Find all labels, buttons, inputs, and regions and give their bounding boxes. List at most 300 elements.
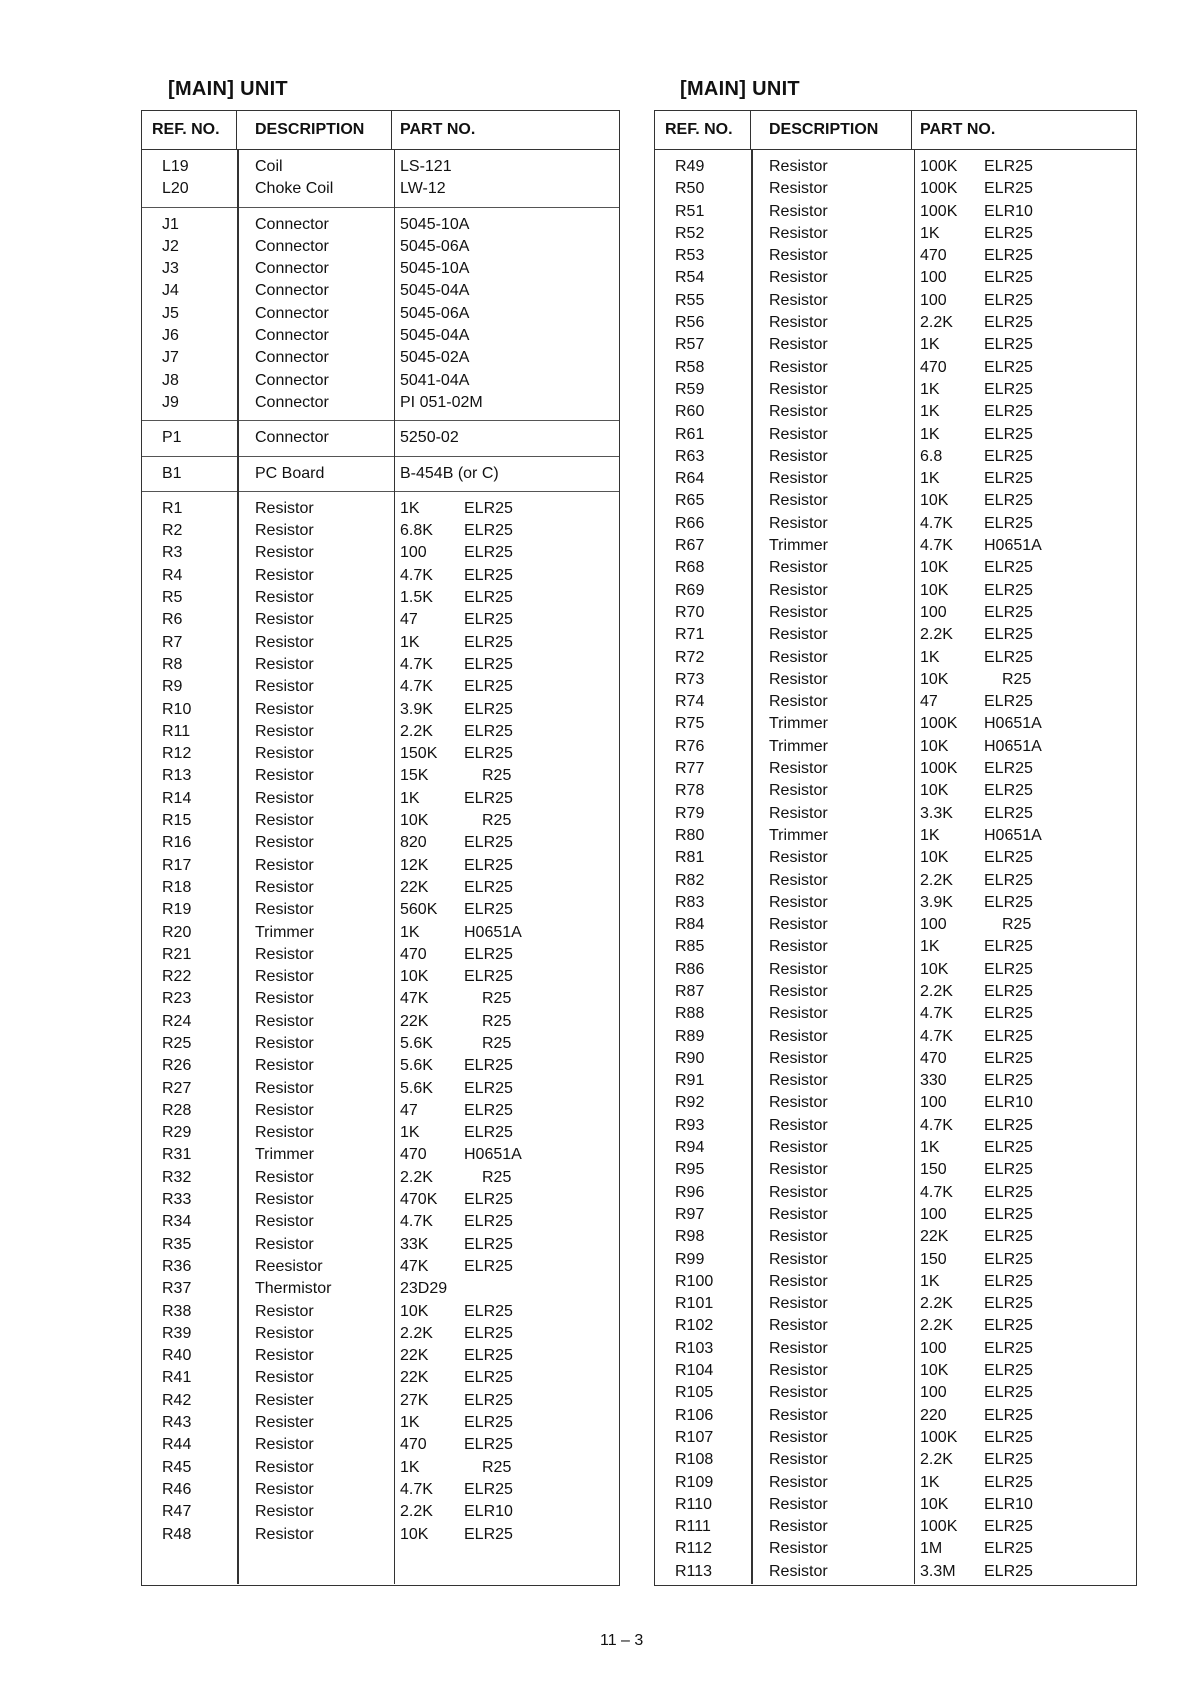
part-model: ELR25 [984, 1562, 1033, 1580]
table-row [655, 1293, 1136, 1315]
part-value: 1M [920, 1540, 943, 1558]
part-model: ELR25 [984, 470, 1033, 488]
part-value: 3.3K [920, 804, 953, 822]
ref-no: R50 [675, 180, 705, 198]
description: Resistor [255, 901, 314, 919]
part-model: ELR25 [464, 700, 513, 718]
page-number: 11 – 3 [600, 1632, 644, 1649]
table-row [142, 832, 619, 854]
table-row [655, 1382, 1136, 1404]
ref-no: R34 [162, 1213, 192, 1231]
ref-no: R109 [675, 1473, 714, 1491]
ref-no: R90 [675, 1049, 705, 1067]
table-row [655, 1159, 1136, 1181]
ref-no: R86 [675, 960, 705, 978]
part-value: 2.2K [400, 1503, 433, 1521]
description: Resistor [255, 856, 314, 874]
table-row [655, 357, 1136, 379]
description: Resistor [769, 1406, 828, 1424]
ref-no: R37 [162, 1280, 192, 1298]
table-row [142, 1189, 619, 1211]
part-model [464, 325, 544, 347]
part-value: 6.8 [920, 447, 943, 465]
table-row [142, 899, 619, 921]
part-value: 2.2K [920, 871, 953, 889]
table-row [142, 944, 619, 966]
part-model: ELR25 [984, 1205, 1033, 1223]
ref-no: R43 [162, 1414, 192, 1432]
table-row [655, 178, 1136, 200]
table-row [142, 280, 619, 302]
description: Resistor [255, 655, 314, 673]
table-row [142, 1390, 619, 1412]
ref-no: R73 [675, 670, 705, 688]
part-value: 150K [400, 745, 438, 763]
part-value: 1K [400, 1124, 420, 1142]
part-model: ELR25 [984, 648, 1033, 666]
table-row [142, 542, 619, 564]
table-row [142, 1100, 619, 1122]
part-value: 22K [400, 878, 429, 896]
part-model [464, 258, 544, 280]
ref-no: R93 [675, 1116, 705, 1134]
ref-no: R55 [675, 291, 705, 309]
part-model: ELR25 [464, 566, 513, 584]
part-value: 5045-06A [400, 237, 470, 255]
part-value: 1K [400, 789, 420, 807]
ref-no: R35 [162, 1235, 192, 1253]
ref-no: R76 [675, 737, 705, 755]
part-value: 100 [920, 1339, 947, 1357]
ref-no: R24 [162, 1012, 192, 1030]
ref-no: R38 [162, 1302, 192, 1320]
ref-no: R8 [162, 655, 183, 673]
part-value: 470 [400, 1146, 427, 1164]
description: Resistor [255, 522, 314, 540]
table-row [142, 1167, 619, 1189]
part-model: ELR25 [464, 544, 513, 562]
ref-no: R78 [675, 782, 705, 800]
part-value: 100 [400, 544, 427, 562]
part-model: R25 [1002, 916, 1032, 934]
part-group [142, 208, 619, 422]
part-model: ELR25 [984, 1295, 1033, 1313]
ref-no: P1 [162, 429, 182, 447]
part-value: 4.7K [920, 1027, 953, 1045]
ref-no: J9 [162, 393, 179, 411]
part-model: ELR25 [984, 782, 1033, 800]
ref-no: R72 [675, 648, 705, 666]
table-row [142, 654, 619, 676]
column-divider [751, 150, 753, 1584]
ref-no: R95 [675, 1161, 705, 1179]
part-model: ELR25 [984, 1072, 1033, 1090]
table-row [142, 565, 619, 587]
part-model [464, 156, 544, 178]
description: Resistor [769, 760, 828, 778]
description: Resistor [255, 589, 314, 607]
ref-no: J1 [162, 215, 179, 233]
table-row [142, 1055, 619, 1077]
ref-no: R83 [675, 893, 705, 911]
ref-no: R112 [675, 1540, 713, 1558]
table-row [655, 312, 1136, 334]
part-model: ELR25 [984, 804, 1033, 822]
part-value: LS-121 [400, 158, 452, 175]
part-model: ELR25 [984, 1451, 1033, 1469]
ref-no: R27 [162, 1079, 192, 1097]
table-row [142, 1501, 619, 1523]
ref-no: R12 [162, 745, 192, 763]
left-parts-table [141, 110, 620, 1586]
part-model: ELR25 [984, 1384, 1033, 1402]
part-value: 820 [400, 834, 427, 852]
table-row [142, 463, 619, 485]
part-value: 2.2K [400, 1324, 433, 1342]
part-value: 2.2K [920, 1295, 953, 1313]
part-model: ELR25 [984, 1027, 1033, 1045]
table-row [142, 1301, 619, 1323]
description: Resistor [255, 745, 314, 763]
description: Resistor [769, 603, 828, 621]
table-row [655, 1092, 1136, 1114]
description: Connector [255, 260, 329, 278]
part-value: 10K [920, 737, 949, 755]
ref-no: R65 [675, 492, 705, 510]
table-row [655, 1182, 1136, 1204]
table-row [655, 1561, 1136, 1583]
description: Resistor [255, 834, 314, 852]
part-value: 22K [400, 1012, 429, 1030]
table-row [142, 609, 619, 631]
part-value: 1K [920, 1272, 940, 1290]
description: Resistor [255, 1124, 314, 1142]
part-model: ELR25 [464, 633, 513, 651]
description: Resistor [769, 982, 828, 1000]
ref-no: R57 [675, 336, 705, 354]
table-row [655, 1026, 1136, 1048]
description: Trimmer [255, 1146, 314, 1164]
table-row [655, 1427, 1136, 1449]
part-value: 1K [920, 403, 940, 421]
description: Connector [255, 304, 329, 322]
ref-no: R104 [675, 1362, 714, 1380]
ref-no: R79 [675, 804, 705, 822]
part-value: 47 [400, 611, 418, 629]
part-model: ELR10 [984, 1094, 1033, 1112]
part-value: 23D29 [400, 1280, 448, 1298]
description: Resistor [769, 1161, 828, 1179]
part-model: ELR25 [984, 938, 1033, 956]
part-value: 2.2K [400, 1168, 433, 1186]
part-model: H0651A [984, 826, 1042, 844]
part-value: 4.7K [400, 678, 433, 696]
part-model: ELR25 [464, 1369, 513, 1387]
ref-no: R9 [162, 678, 183, 696]
header-part: PART NO. [920, 121, 996, 138]
part-model: ELR25 [984, 1161, 1033, 1179]
part-value: 100K [920, 760, 958, 778]
description: Resistor [255, 968, 314, 986]
ref-no: R108 [675, 1451, 714, 1469]
part-value: 100 [920, 1094, 947, 1112]
part-model: ELR25 [984, 626, 1033, 644]
description: Resistor [255, 789, 314, 807]
table-row [655, 446, 1136, 468]
description: Resistor [769, 938, 828, 956]
ref-no: J6 [162, 327, 179, 345]
part-value: 1K [400, 1414, 420, 1432]
table-header [142, 111, 619, 150]
ref-no: R36 [162, 1257, 192, 1275]
ref-no: R64 [675, 470, 705, 488]
description: Resistor [769, 1183, 828, 1201]
table-row [142, 1434, 619, 1456]
part-group [142, 150, 619, 208]
table-row [142, 1078, 619, 1100]
part-value: 5045-10A [400, 260, 470, 278]
part-value: 10K [920, 782, 949, 800]
table-row [655, 892, 1136, 914]
ref-no: R84 [675, 916, 705, 934]
ref-no: L19 [162, 158, 189, 175]
part-model: ELR25 [984, 849, 1033, 867]
part-value: 5250-02 [400, 429, 459, 447]
ref-no: R51 [675, 202, 705, 220]
part-model: R25 [482, 812, 512, 830]
table-row [142, 788, 619, 810]
part-model: ELR25 [984, 893, 1033, 911]
part-model: ELR25 [464, 901, 513, 919]
description: Connector [255, 282, 329, 300]
table-row [655, 267, 1136, 289]
ref-no: R40 [162, 1347, 192, 1365]
table-row [142, 743, 619, 765]
description: Resistor [769, 180, 828, 198]
part-value: 12K [400, 856, 429, 874]
ref-no: R80 [675, 826, 705, 844]
ref-no: J8 [162, 371, 179, 389]
description: Resistor [769, 1027, 828, 1045]
ref-no: R7 [162, 633, 183, 651]
part-value: 560K [400, 901, 438, 919]
table-row [655, 290, 1136, 312]
part-value: 5045-10A [400, 215, 470, 233]
table-row [142, 988, 619, 1010]
part-model: ELR25 [464, 945, 513, 963]
part-value: 22K [920, 1228, 949, 1246]
table-row [655, 245, 1136, 267]
ref-no: R102 [675, 1317, 714, 1335]
table-row [655, 803, 1136, 825]
description: Thermistor [255, 1280, 332, 1298]
ref-no: R44 [162, 1436, 192, 1454]
table-row [142, 392, 619, 414]
description: Resistor [769, 1473, 828, 1491]
part-model: ELR25 [984, 1272, 1033, 1290]
table-body [142, 150, 619, 1584]
part-model: ELR25 [984, 1428, 1033, 1446]
header-part: PART NO. [400, 121, 476, 138]
table-row [655, 424, 1136, 446]
description: Resistor [769, 1428, 828, 1446]
part-model [464, 427, 544, 449]
ref-no: J2 [162, 237, 179, 255]
description: Resistor [769, 626, 828, 644]
part-model: ELR25 [984, 693, 1033, 711]
part-value: PI 051-02M [400, 393, 483, 411]
description: Resistor [769, 1384, 828, 1402]
part-model: ELR25 [464, 1057, 513, 1075]
description: Resistor [255, 1503, 314, 1521]
description: Resistor [255, 990, 314, 1008]
part-model: ELR25 [984, 514, 1033, 532]
ref-no: R74 [675, 693, 705, 711]
description: Trimmer [769, 537, 828, 555]
part-model: ELR25 [464, 1213, 513, 1231]
part-value: 47 [400, 1101, 418, 1119]
part-value: 1K [400, 1458, 420, 1476]
part-value: 4.7K [400, 1213, 433, 1231]
table-row [655, 847, 1136, 869]
table-row [142, 1367, 619, 1389]
description: Resistor [769, 425, 828, 443]
description: Resistor [769, 158, 828, 175]
description: Connector [255, 393, 329, 411]
header-ref: REF. NO. [142, 111, 237, 149]
part-model: ELR10 [984, 202, 1033, 220]
part-value: 4.7K [920, 537, 953, 555]
description: Resistor [769, 224, 828, 242]
ref-no: R10 [162, 700, 192, 718]
ref-no: R103 [675, 1339, 714, 1357]
description: Resistor [769, 581, 828, 599]
part-value: 100K [920, 202, 958, 220]
part-model: ELR25 [464, 1436, 513, 1454]
part-model: ELR25 [464, 499, 513, 517]
description: Resistor [769, 871, 828, 889]
table-row [655, 981, 1136, 1003]
description: Resistor [255, 1213, 314, 1231]
table-row [655, 1405, 1136, 1427]
part-model: ELR25 [984, 1362, 1033, 1380]
part-model: ELR25 [984, 336, 1033, 354]
part-value: 5.6K [400, 1034, 433, 1052]
part-value: 220 [920, 1406, 947, 1424]
table-row [655, 490, 1136, 512]
ref-no: R5 [162, 589, 183, 607]
part-model: ELR25 [984, 871, 1033, 889]
table-row [655, 1449, 1136, 1471]
part-model: ELR25 [464, 745, 513, 763]
ref-no: R60 [675, 403, 705, 421]
table-row [142, 699, 619, 721]
part-value: 22K [400, 1347, 429, 1365]
part-value: 1K [920, 336, 940, 354]
table-row [655, 334, 1136, 356]
table-row [142, 156, 619, 178]
description: Resistor [769, 202, 828, 220]
part-model: ELR25 [464, 856, 513, 874]
description: Resistor [769, 1139, 828, 1157]
part-value: 2.2K [920, 314, 953, 332]
part-value: 4.7K [400, 566, 433, 584]
part-model: ELR25 [464, 968, 513, 986]
ref-no: R61 [675, 425, 705, 443]
description: Choke Coil [255, 180, 334, 198]
left-unit-title: [MAIN] UNIT [168, 78, 288, 100]
ref-no: R100 [675, 1272, 714, 1290]
part-value: 1K [920, 224, 940, 242]
part-model: ELR25 [984, 1116, 1033, 1134]
table-row [142, 1412, 619, 1434]
description: Resistor [769, 291, 828, 309]
part-model: ELR25 [984, 291, 1033, 309]
description: Resistor [769, 1228, 828, 1246]
ref-no: R29 [162, 1124, 192, 1142]
part-model: ELR25 [984, 1250, 1033, 1268]
ref-no: R63 [675, 447, 705, 465]
ref-no: R11 [162, 722, 191, 740]
part-model: ELR25 [464, 1101, 513, 1119]
description: Resister [255, 1391, 314, 1409]
description: Reesistor [255, 1257, 323, 1275]
description: Resistor [769, 247, 828, 265]
ref-no: R94 [675, 1139, 705, 1157]
description: Connector [255, 349, 329, 367]
ref-no: R111 [675, 1518, 711, 1536]
part-model: ELR25 [464, 789, 513, 807]
description: Resistor [769, 1250, 828, 1268]
part-model: ELR25 [464, 1525, 513, 1543]
description: Resistor [255, 812, 314, 830]
table-row [655, 669, 1136, 691]
table-row [655, 1003, 1136, 1025]
table-row [655, 1494, 1136, 1516]
part-model: ELR25 [464, 1124, 513, 1142]
ref-no: J5 [162, 304, 179, 322]
ref-no: R21 [162, 945, 192, 963]
description: Trimmer [769, 826, 828, 844]
table-row [655, 1137, 1136, 1159]
table-row [655, 1070, 1136, 1092]
right-parts-table [654, 110, 1137, 1586]
part-value: 1K [400, 923, 420, 941]
ref-no: R82 [675, 871, 705, 889]
table-row [655, 870, 1136, 892]
part-model [464, 214, 544, 236]
part-value: 150 [920, 1161, 947, 1179]
part-model: ELR25 [984, 1473, 1033, 1491]
ref-no: R1 [162, 499, 183, 517]
table-row [142, 922, 619, 944]
table-body [655, 150, 1136, 1584]
ref-no: R59 [675, 380, 705, 398]
description: Resistor [255, 633, 314, 651]
part-model: ELR25 [984, 760, 1033, 778]
ref-no: R39 [162, 1324, 192, 1342]
part-value: 10K [920, 849, 949, 867]
table-row [142, 370, 619, 392]
table-row [142, 325, 619, 347]
description: Resistor [769, 1451, 828, 1469]
part-value: 10K [400, 968, 429, 986]
table-row [142, 520, 619, 542]
part-value: 470 [920, 1049, 947, 1067]
ref-no: R52 [675, 224, 705, 242]
ref-no: R31 [162, 1146, 192, 1164]
description: Resistor [769, 670, 828, 688]
